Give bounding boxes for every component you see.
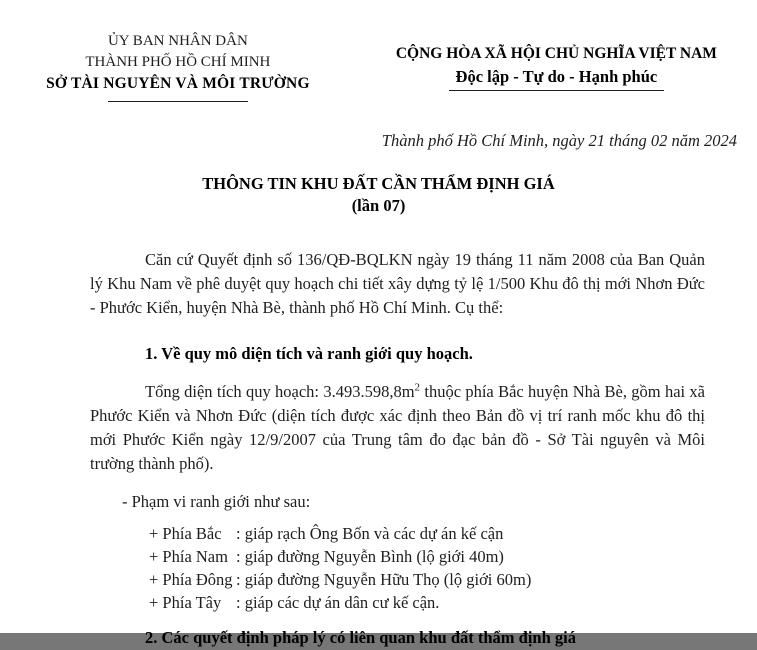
national-header-block [356,31,757,102]
boundary-value: : giáp rạch Ông Bốn và các dự án kế cận [236,524,504,543]
boundary-value: : giáp đường Nguyễn Hữu Thọ (lộ giới 60m) [236,570,532,589]
boundary-label: + Phía Tây [149,593,222,612]
boundaries-intro: - Phạm vi ranh giới như sau: [122,492,311,511]
boundary-label: + Phía Đông [149,570,233,589]
boundary-row-north [90,522,705,545]
document-title: THÔNG TIN KHU ĐẤT CẦN THẨM ĐỊNH GIÁ [202,174,555,193]
agency-separator-rule [108,101,248,102]
boundary-label: + Phía Bắc [149,524,222,543]
section-1-heading: 1. Về quy mô diện tích và ranh giới quy hoạch. [145,344,473,363]
boundary-list [90,522,705,614]
boundary-label: + Phía Nam [149,547,228,566]
paragraph-legal-basis: Căn cứ Quyết định số 136/QĐ-BQLKN ngày 19 tháng 11 năm 2008 của Ban Quản lý Khu Nam về phê duyệt quy hoạch chi tiết xây dựng tỷ lệ 1/500 Khu đô thị mới Nhơn Đức - Phước Kiển, huyện Nhà Bè, thành phố Hồ Chí Minh. Cụ thể: [90,250,705,317]
national-title: CỘNG HÒA XÃ HỘI CHỦ NGHĨA VIỆT NAM [395,45,717,62]
square-meter-superscript: 2 [414,381,421,394]
boundary-value: : giáp đường Nguyễn Bình (lộ giới 40m) [236,547,504,566]
dateline: Thành phố Hồ Chí Minh, ngày 21 tháng 02 năm 2024 [381,131,737,150]
issuing-agency-block [0,31,356,102]
agency-line-1: ỦY BAN NHÂN DÂN [107,33,248,49]
area-text-before-sup: Tổng diện tích quy hoạch: 3.493.598,8m [145,382,415,401]
document-body [90,248,705,650]
area-text-after-sup: thuộc phía Bắc huyện Nhà Bè, gồm hai xã Phước Kiển và Nhơn Đức (diện tích được xác định theo Bản đồ vị trí ranh mốc khu đô thị mới Phước Kiển ngày 12/9/2007 của Trung tâm đo đạc bản đồ - Sở Tài nguyên và Môi trường thành phố). [90,382,705,473]
national-motto: Độc lập - Tự do - Hạnh phúc [449,65,665,91]
agency-line-2: THÀNH PHỐ HỒ CHÍ MINH [85,54,271,70]
paragraph-total-area [90,380,705,476]
document-subtitle: (lần 07) [351,196,406,215]
document-header [0,0,757,102]
boundary-row-east [90,568,705,591]
boundary-value: : giáp các dự án dân cư kế cận. [236,593,440,612]
document-title-block [0,173,757,217]
agency-name: SỞ TÀI NGUYÊN VÀ MÔI TRƯỜNG [46,75,310,92]
boundary-row-south [90,545,705,568]
section-2-heading-partial: 2. Các quyết định pháp lý có liên quan khu đất thẩm định giá [145,628,576,647]
boundary-row-west [90,591,705,614]
